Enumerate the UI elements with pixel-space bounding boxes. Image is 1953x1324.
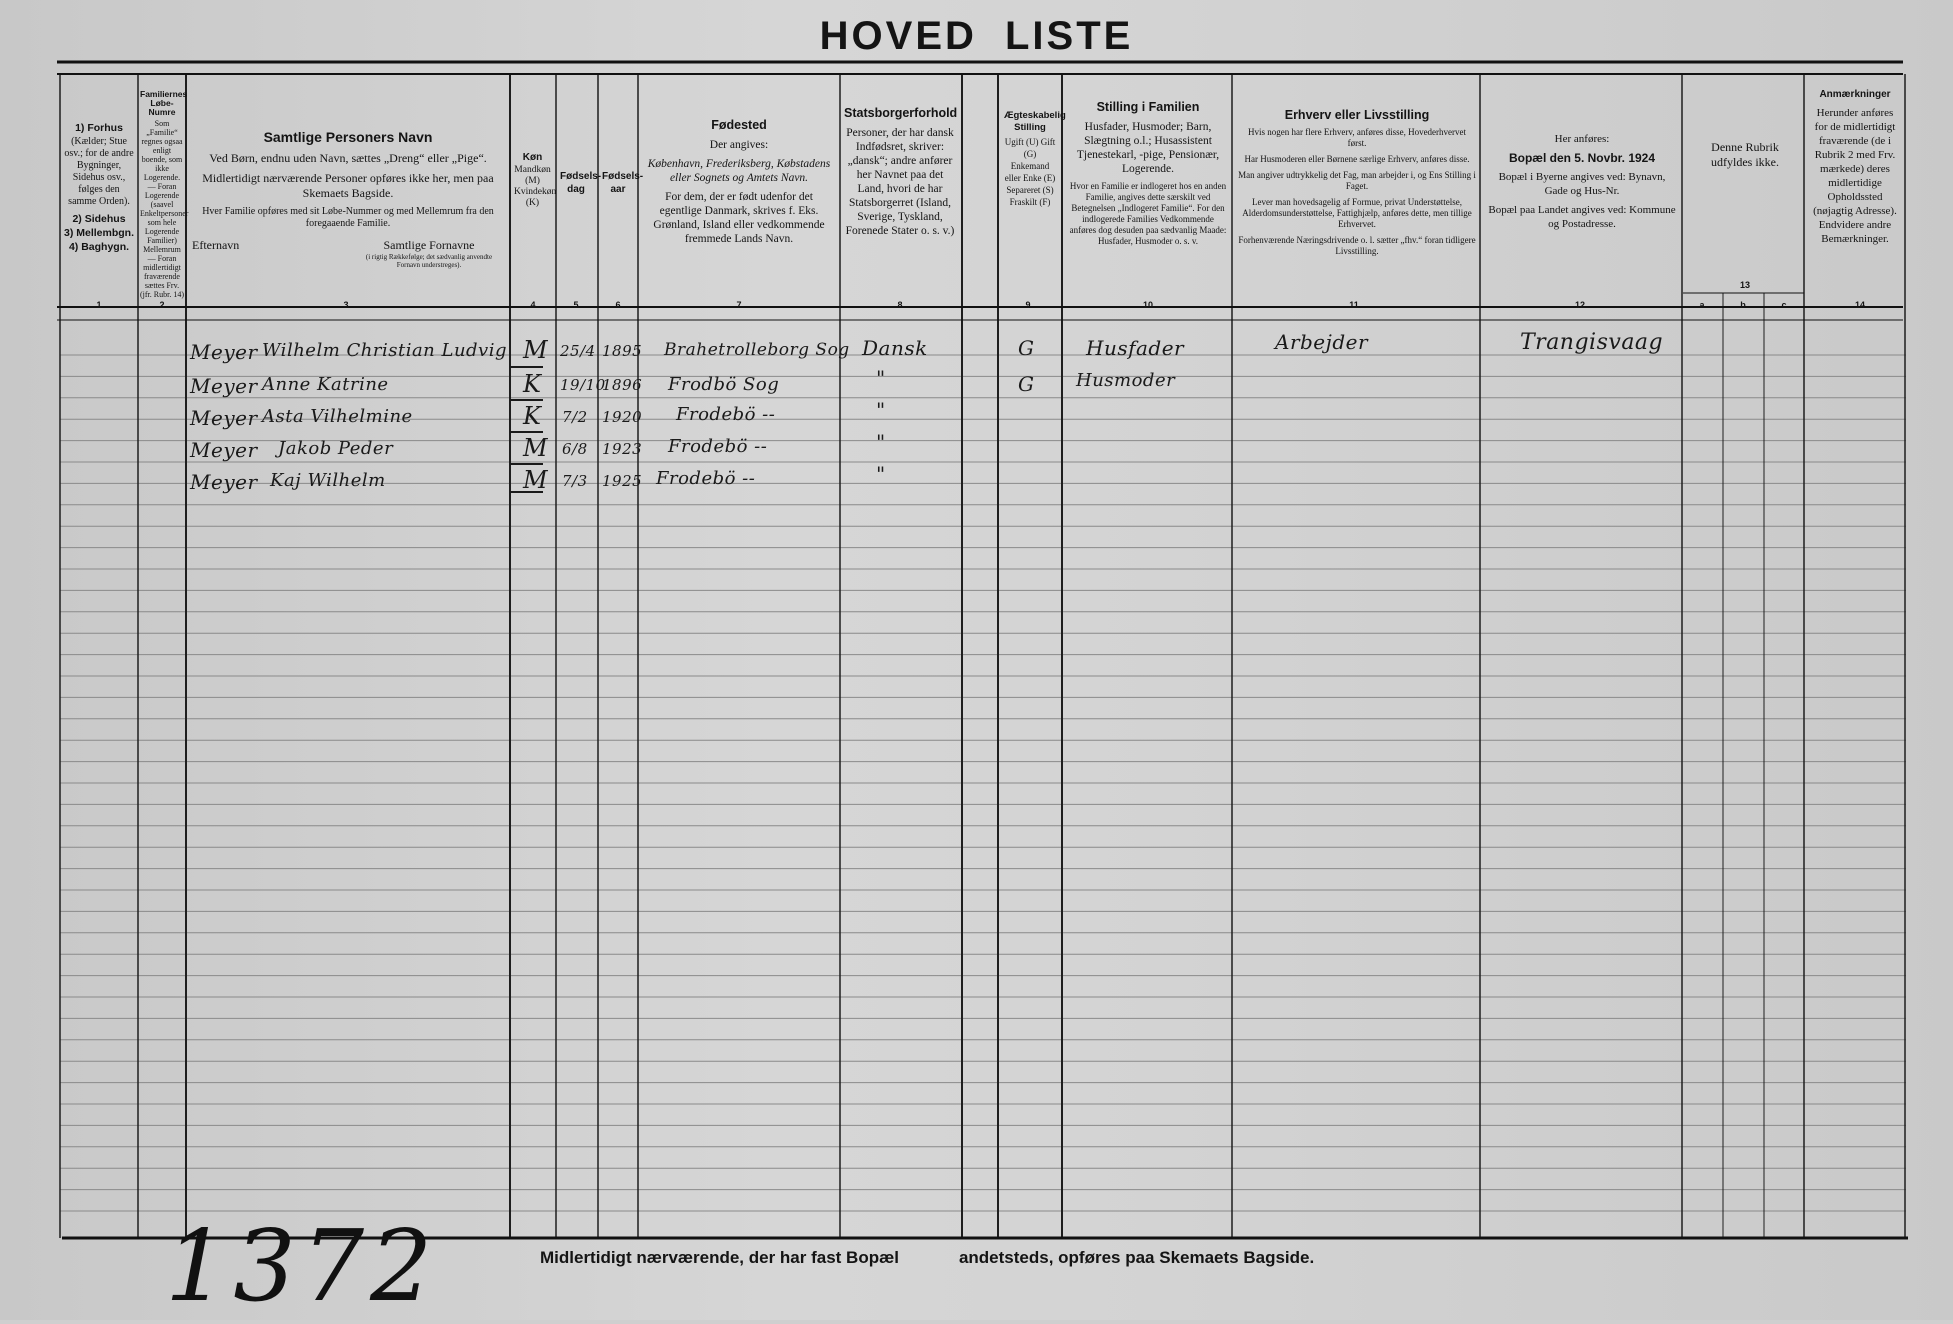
entry-first-names: Asta Vilhelmine [262, 406, 413, 427]
subheader-fornavne: Samtlige Fornavne (i rigtig Rækkefølge; det sædvanlig anvendte Fornavn understreges). [365, 238, 493, 269]
colnum-13a: a [1699, 300, 1705, 310]
entry-surname: Meyer [190, 438, 258, 462]
entry-citizenship: " [876, 366, 886, 390]
colnum-1: 1 [96, 300, 102, 310]
colnum-14: 14 [1854, 300, 1865, 310]
entry-surname: Meyer [190, 470, 258, 494]
header-col-6: Fødsels-aar [602, 171, 644, 195]
colnum-8: 8 [897, 300, 903, 310]
entry-sex: M [523, 336, 549, 364]
entry-birth-year: 1920 [602, 408, 643, 426]
entry-birthplace: Frodbö Sog [668, 374, 780, 395]
header-col-7: Fødested Der angives: København, Frederiksberg, Købstadens eller Sognets og Amtets Navn. For dem, der er født udenfor det egentlige Danmark, skrives f. Eks. Grønland, Island eller vedkommende fremmede Lands Navn. [647, 118, 831, 245]
header-col-10: Stilling i Familien Husfader, Husmoder; Barn, Slægtning o.l.; Husassistent Tjenestekarl, -pige, Pensionær, Logerende. Hvor en Familie er indlogeret hos en anden Familie, angives dette særskilt ved Betegnelsen „Indlogeret Familie“. For den indlogerede Families Vedkommende anføres dog desuden paa sædvanlig Maade: Husfader, Husmoder o. s. v. [1069, 100, 1227, 246]
entry-birth-day: 7/2 [562, 408, 588, 426]
entry-first-names: Wilhelm Christian Ludvig [262, 340, 508, 361]
page-title: HOVED LISTE [819, 14, 1134, 58]
colnum-13c: c [1781, 300, 1787, 310]
entry-sex: M [523, 434, 549, 462]
subheader-efternavn: Efternavn [192, 238, 240, 252]
header-col-4: Køn Mandkøn (M) Kvindekøn (K) [514, 152, 557, 208]
entry-birth-day: 6/8 [562, 440, 588, 458]
header-col-11: Erhverv eller Livsstilling Hvis nogen har flere Erhverv, anføres disse, Hovederhvervet først. Har Husmoderen eller Børnene særlige Erhverv, anføres disse. Man angiver udtrykkelig det Fag, man arbejder i, og Ens Stilling i Faget. Lever man hovedsagelig af Formue, privat Understøttelse, Alderdomsunderstøttelse, Fattighjælp, anføres dette, men tillige Erhvervet. Forhenværende Næringsdrivende o. l. sætter „fhv.“ foran tidligere Livsstilling. [1238, 108, 1476, 256]
footer-left: Midlertidigt nærværende, der har fast Bopæl [540, 1248, 899, 1267]
entry-family-position: Husfader [1086, 336, 1185, 360]
colnum-7: 7 [736, 300, 742, 310]
entry-surname: Meyer [190, 340, 258, 364]
footer-right: andetsteds, opføres paa Skemaets Bagside. [958, 1248, 1315, 1267]
entry-birth-year: 1923 [602, 440, 643, 458]
colnum-9: 9 [1025, 300, 1031, 310]
entry-birthplace: Brahetrolleborg Sog [664, 340, 850, 360]
colnum-10: 10 [1142, 300, 1153, 310]
entry-sex: K [523, 370, 542, 398]
entry-birth-day: 19/10 [560, 376, 606, 394]
sheet-number: 1372 [165, 1210, 439, 1324]
colnum-5: 5 [573, 300, 579, 310]
entry-surname: Meyer [190, 406, 258, 430]
entry-citizenship: " [876, 430, 886, 454]
entry-marital: G [1018, 336, 1035, 360]
entry-birthplace: Frodebö -- [676, 404, 776, 425]
entry-occupation: Arbejder [1275, 330, 1369, 354]
entry-family-position: Husmoder [1076, 370, 1176, 391]
header-col-9: Ægteskabelig Stilling Ugift (U) Gift (G) Enkemand eller Enke (E) Separeret (S) Fraskilt (F) [1004, 110, 1066, 207]
colnum-3: 3 [343, 300, 349, 310]
entry-birthplace: Frodebö -- [656, 468, 756, 489]
header-col-2: Familiernes Løbe-Numre Som „Familie“ regnes ogsaa enligt boende, som ikke Logerende. — Foran Logerende (saavel Enkeltpersoner som hele Logerende Familier) Mellemrum — Foran midlertidigt fraværende sættes Frv. (jfr. Rubr. 14) [140, 89, 189, 299]
entry-first-names: Anne Katrine [262, 374, 389, 395]
entry-first-names: Jakob Peder [278, 438, 394, 459]
entry-sex: M [523, 466, 549, 494]
entry-first-names: Kaj Wilhelm [270, 470, 386, 491]
colnum-12: 12 [1574, 300, 1585, 310]
colnum-13b: b [1740, 300, 1746, 310]
colnum-13: 13 [1739, 280, 1750, 290]
entry-sex: K [523, 402, 542, 430]
sex-underline-marks [505, 355, 555, 495]
entry-citizenship: Dansk [862, 336, 928, 360]
footer-note [540, 1248, 1540, 1268]
entry-residence: Trangisvaag [1520, 330, 1664, 355]
entry-citizenship: " [876, 398, 886, 422]
colnum-4: 4 [530, 300, 536, 310]
header-col-1: 1) Forhus (Kælder; Stue osv.; for de andre Bygninger, Sidehus osv., følges den samme Orden). 2) Sidehus 3) Mellembgn. 4) Baghygn. [64, 122, 135, 253]
colnum-2: 2 [159, 300, 165, 310]
entry-birth-year: 1896 [602, 376, 643, 394]
entry-birthplace: Frodebö -- [668, 436, 768, 457]
entry-surname: Meyer [190, 374, 258, 398]
header-col-12: Her anføres: Bopæl den 5. Novbr. 1924 Bopæl i Byerne angives ved: Bynavn, Gade og Hus-Nr. Bopæl paa Landet angives ved: Kommune og Postadresse. [1488, 133, 1676, 230]
entry-citizenship: " [876, 462, 886, 486]
colnum-11: 11 [1349, 300, 1359, 310]
header-col-13: Denne Rubrik udfyldes ikke. [1711, 140, 1779, 169]
header-col-14: Anmærkninger Herunder anføres for de midlertidigt fraværende (de i Rubrik 2 med Frv. mærkede) deres midlertidige Opholdssted (nøjagtig Adresse). Endvidere andre Bemærkninger. [1813, 89, 1897, 245]
header-col-5: Fødsels-dag [560, 171, 602, 195]
header-col-3: Samtlige Personers Navn Ved Børn, endnu uden Navn, sættes „Dreng“ eller „Pige“. Midlertidigt nærværende Personer opføres ikke her, men paa Skemaets Bagside. Hver Familie opføres med sit Løbe-Nummer og med Mellemrum fra den foregaaende Familie. Efternavn Samtlige Fornavne (i rigtig Rækkefølge; det sædvanlig anvendte Fornavn understreges). [188, 70, 508, 302]
entry-marital: G [1018, 372, 1035, 396]
entry-birth-year: 1925 [602, 472, 643, 490]
header-col-8: Statsborgerforhold Personer, der har dansk Indfødsret, skriver: „dansk“; andre anfører her Navnet paa det Land, hvori de har Statsborgerret (Island, Sverige, Tyskland, Forenede Stater o. s. v.) [844, 106, 958, 237]
entry-birth-day: 7/3 [562, 472, 588, 490]
entry-birth-day: 25/4 [560, 342, 596, 360]
entry-birth-year: 1895 [602, 342, 643, 360]
colnum-6: 6 [615, 300, 621, 310]
